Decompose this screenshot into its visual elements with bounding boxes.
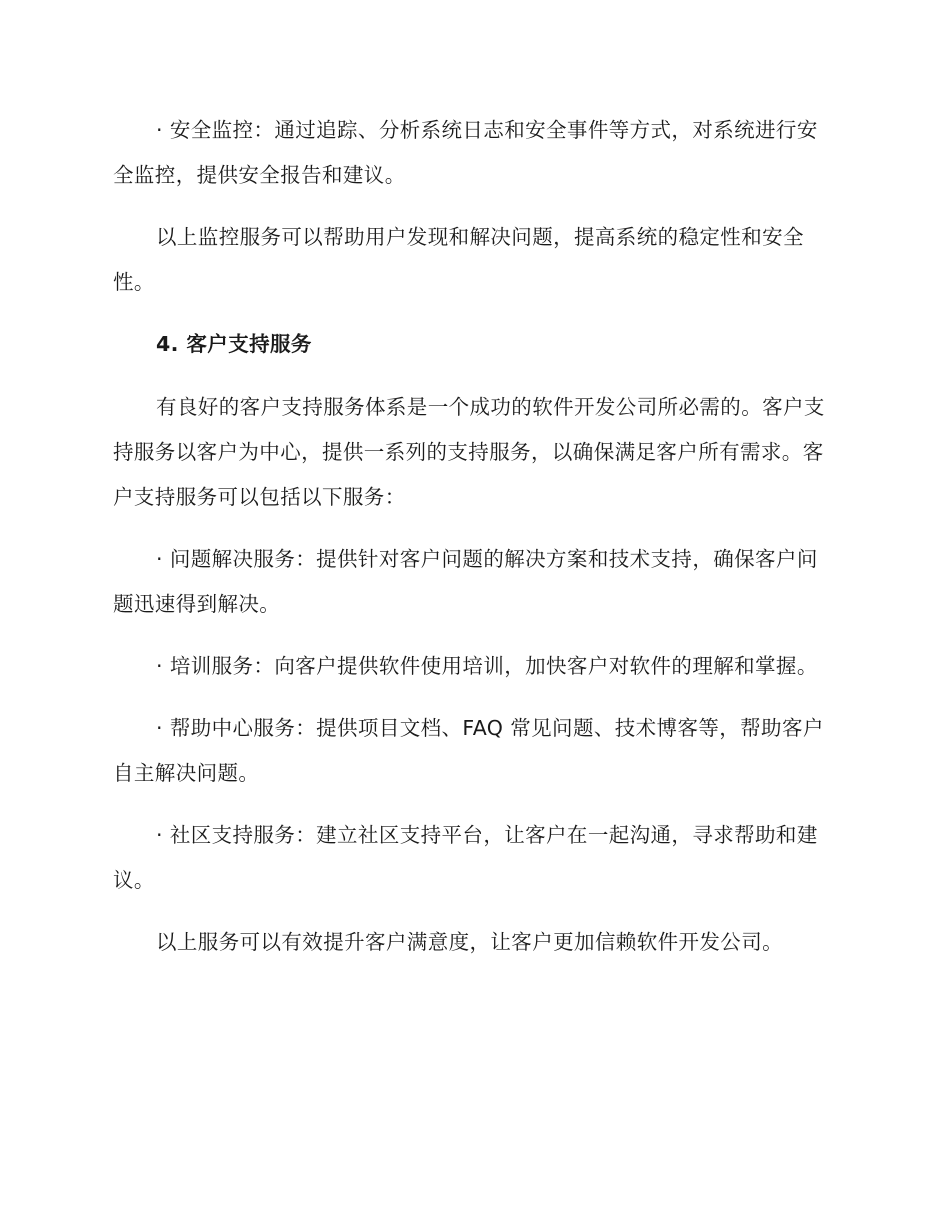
bullet-security-monitoring: · 安全监控：通过追踪、分析系统日志和安全事件等方式，对系统进行安全监控，提供安全报告和建议。 (113, 118, 818, 187)
document-page (113, 108, 833, 982)
customer-support-summary-paragraph: 以上服务可以有效提升客户满意度，让客户更加信赖软件开发公司。 (156, 930, 783, 954)
bullet-community-support: · 社区支持服务：建立社区支持平台，让客户在一起沟通，寻求帮助和建议。 (113, 823, 818, 892)
section-heading-customer-support: 4. 客户支持服务 (156, 332, 312, 356)
bullet-problem-solving: · 问题解决服务：提供针对客户问题的解决方案和技术支持，确保客户问题迅速得到解决。 (113, 547, 818, 616)
bullet-help-center: · 帮助中心服务：提供项目文档、FAQ 常见问题、技术博客等，帮助客户自主解决问题。 (113, 716, 824, 785)
bullet-training: · 培训服务：向客户提供软件使用培训，加快客户对软件的理解和掌握。 (156, 654, 818, 678)
monitoring-summary-paragraph: 以上监控服务可以帮助用户发现和解决问题，提高系统的稳定性和安全性。 (113, 225, 804, 294)
customer-support-intro-paragraph: 有良好的客户支持服务体系是一个成功的软件开发公司所必需的。客户支持服务以客户为中心，提供一系列的支持服务，以确保满足客户所有需求。客户支持服务可以包括以下服务： (113, 395, 825, 509)
